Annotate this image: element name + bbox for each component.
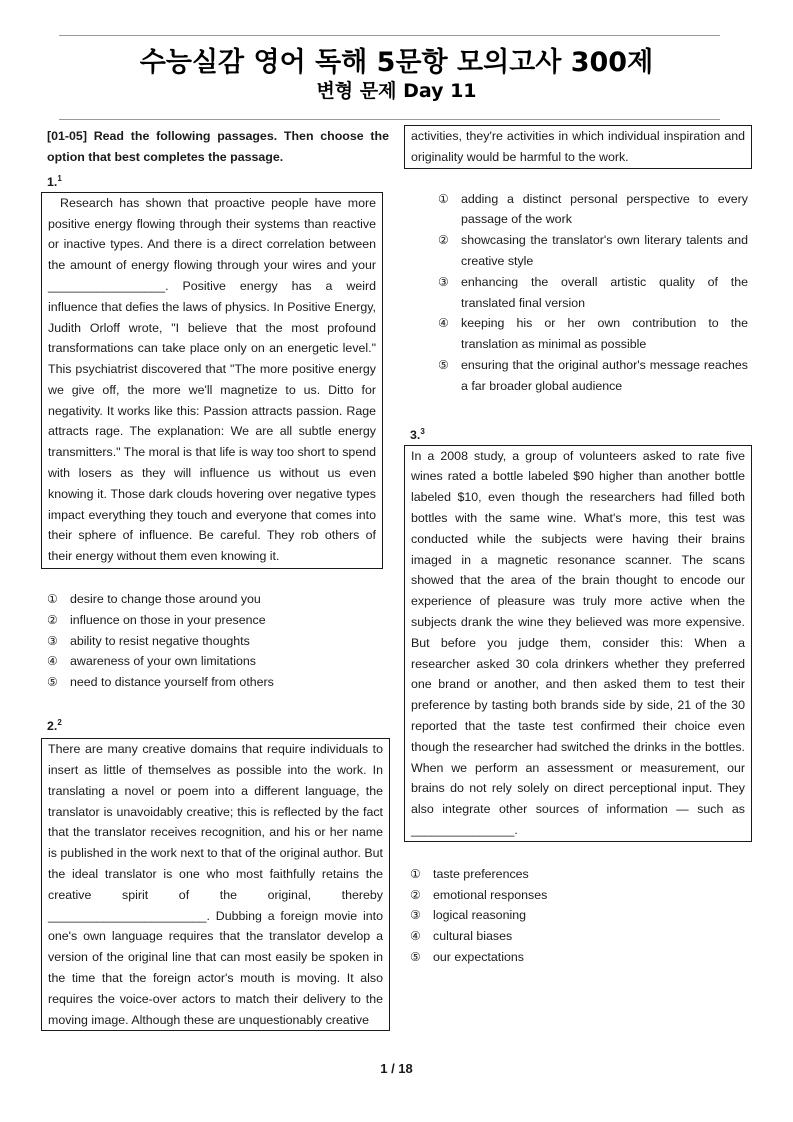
question-2-passage-part1 [41,738,390,1031]
option-number: ③ [410,908,421,923]
option-text: showcasing the translator's own literary talents and creative style [461,233,748,268]
option-number: ③ [438,274,449,289]
question-1-passage [41,192,383,569]
page-title: 수능실감 영어 독해 5문항 모의고사 300제 [139,47,654,78]
option-text: awareness of your own limitations [70,654,256,669]
option-text: adding a distinct personal perspective to every passage of the work [461,191,748,227]
passage-text: activities, they're activities in which individual inspiration and originality would be harmful to the work. [411,129,745,164]
passage-text: There are many creative domains that require individuals to insert as little of themselves as possible into the work. In translating a novel or poem into a different language, the translator is unavoidably creative; this is reflected by the fact that the translator receives recognition, and his or her name is published in the work next to that of the original author. But the ideal translator is one who most faithfully retains the creative spirit of the original, thereby _______________________. Dubbing a foreign movie into one's own language requires that the translator develop a version of the original line that can most easily be spoken in the time that the foreign actor's mouth is moving. It also requires the voice-over actors to match their delivery to the moving image. Although these are unquestionably creative [48,742,383,1027]
footnote-marker: 1 [57,173,62,183]
option-number: ③ [47,633,58,648]
option-number: ② [438,233,449,248]
option-number: ① [47,592,58,607]
option-2[interactable] [47,610,389,631]
option-1[interactable] [410,864,752,885]
instructions: [01-05] Read the following passages. Then choose the option that best completes the passage. [47,129,389,164]
right-column [404,125,752,968]
option-5[interactable] [47,672,389,693]
option-number: ④ [438,316,449,331]
question-3-options [404,864,752,968]
option-5[interactable] [438,355,748,397]
option-2[interactable] [410,885,752,906]
page-number: 1 / 18 [380,1061,413,1076]
option-5[interactable] [410,947,752,968]
question-3-label [404,422,752,445]
option-4[interactable] [410,926,752,947]
question-3-passage [404,445,752,842]
option-1[interactable] [438,189,748,231]
left-column [47,126,389,1031]
option-text: desire to change those around you [70,592,261,607]
option-number: ④ [410,929,421,944]
header-rule [59,119,720,120]
option-text: emotional responses [433,887,548,902]
option-3[interactable] [438,272,748,314]
question-2-label [47,713,389,736]
option-number: ⑤ [47,675,58,690]
question-1-options [47,589,389,693]
footnote-marker: 3 [420,426,425,436]
question-2-passage-part2 [404,125,752,169]
question-number: 3. [410,427,421,442]
option-text: ability to resist negative thoughts [70,633,250,648]
option-3[interactable] [47,631,389,652]
passage-text: In a 2008 study, a group of volunteers asked to rate five wines rated a bottle labeled $90 higher than another bottle labeled $10, even though the researchers had filled both bottles with the same wine. What's more, this test was conducted while the subjects were having their brains imaged in a magnetic resonance scanner. The scans showed that the area of the brain thought to encode our experience of pleasure was truly more active when the subjects drank the wine they believed was more expensive. But before you judge them, consider this: When a researcher asked 30 cola drinkers whether they preferred one brand or another, and then asked them to test their preference by tasting both brands side by side, 21 of the 30 reported that the taste test confirmed their choice even though the researcher had switched the drinks in the bottles. When we perform an assessment or measurement, our brains do not rely solely on direct perceptional input. They also integrate other sources of information — such as _______________. [411,448,745,838]
option-text: cultural biases [433,929,513,944]
question-number: 1. [47,174,58,189]
option-text: logical reasoning [433,908,526,923]
question-number: 2. [47,719,58,734]
option-text: our expectations [433,950,524,965]
question-1-label [47,169,389,192]
option-text: taste preferences [433,866,529,881]
option-text: ensuring that the original author's message reaches a far broader global audience [461,357,748,393]
option-number: ② [410,887,421,902]
page-subtitle: 변형 문제 Day 11 [316,80,477,102]
option-text: need to distance yourself from others [70,675,274,690]
footnote-marker: 2 [57,718,62,728]
top-rule [59,35,720,36]
option-3[interactable] [410,905,752,926]
option-1[interactable] [47,589,389,610]
option-number: ② [47,612,58,627]
option-4[interactable] [47,651,389,672]
option-text: influence on those in your presence [70,612,266,627]
option-number: ① [410,866,421,881]
option-number: ⑤ [438,357,449,372]
option-number: ① [438,191,449,206]
option-text: enhancing the overall artistic quality of the translated final version [461,274,748,310]
passage-text: Research has shown that proactive people have more positive energy flowing through their systems than reactive or inactive types. And there is a direct correlation between the amount of energy flowing through your wires and your _________________. Positive energy has a weird influence that defies the laws of physics. In Positive Energy, Judith Orloff wrote, "I believe that the most profound transformations can take place only on an energetic level." This psychiatrist discovered that "The more positive energy we give off, the more we'll magnetize to us. Ditto for negativity. It works like this: Passion attracts passion. Rage attracts rage. The explanation: We are all subtle energy transmitters." The moral is that life is way too short to spend with losers as they will influence us without us even knowing it. Those dark clouds hovering over negative types impact everything they touch and everyone that comes into their sphere of influence. Be careful. They rob others of their energy without them even knowing it. [48,195,376,564]
option-number: ⑤ [410,950,421,965]
option-2[interactable] [438,230,748,272]
option-text: keeping his or her own contribution to the translation as minimal as possible [461,316,748,352]
question-2-options [404,189,752,397]
option-4[interactable] [438,313,748,355]
option-number: ④ [47,654,58,669]
